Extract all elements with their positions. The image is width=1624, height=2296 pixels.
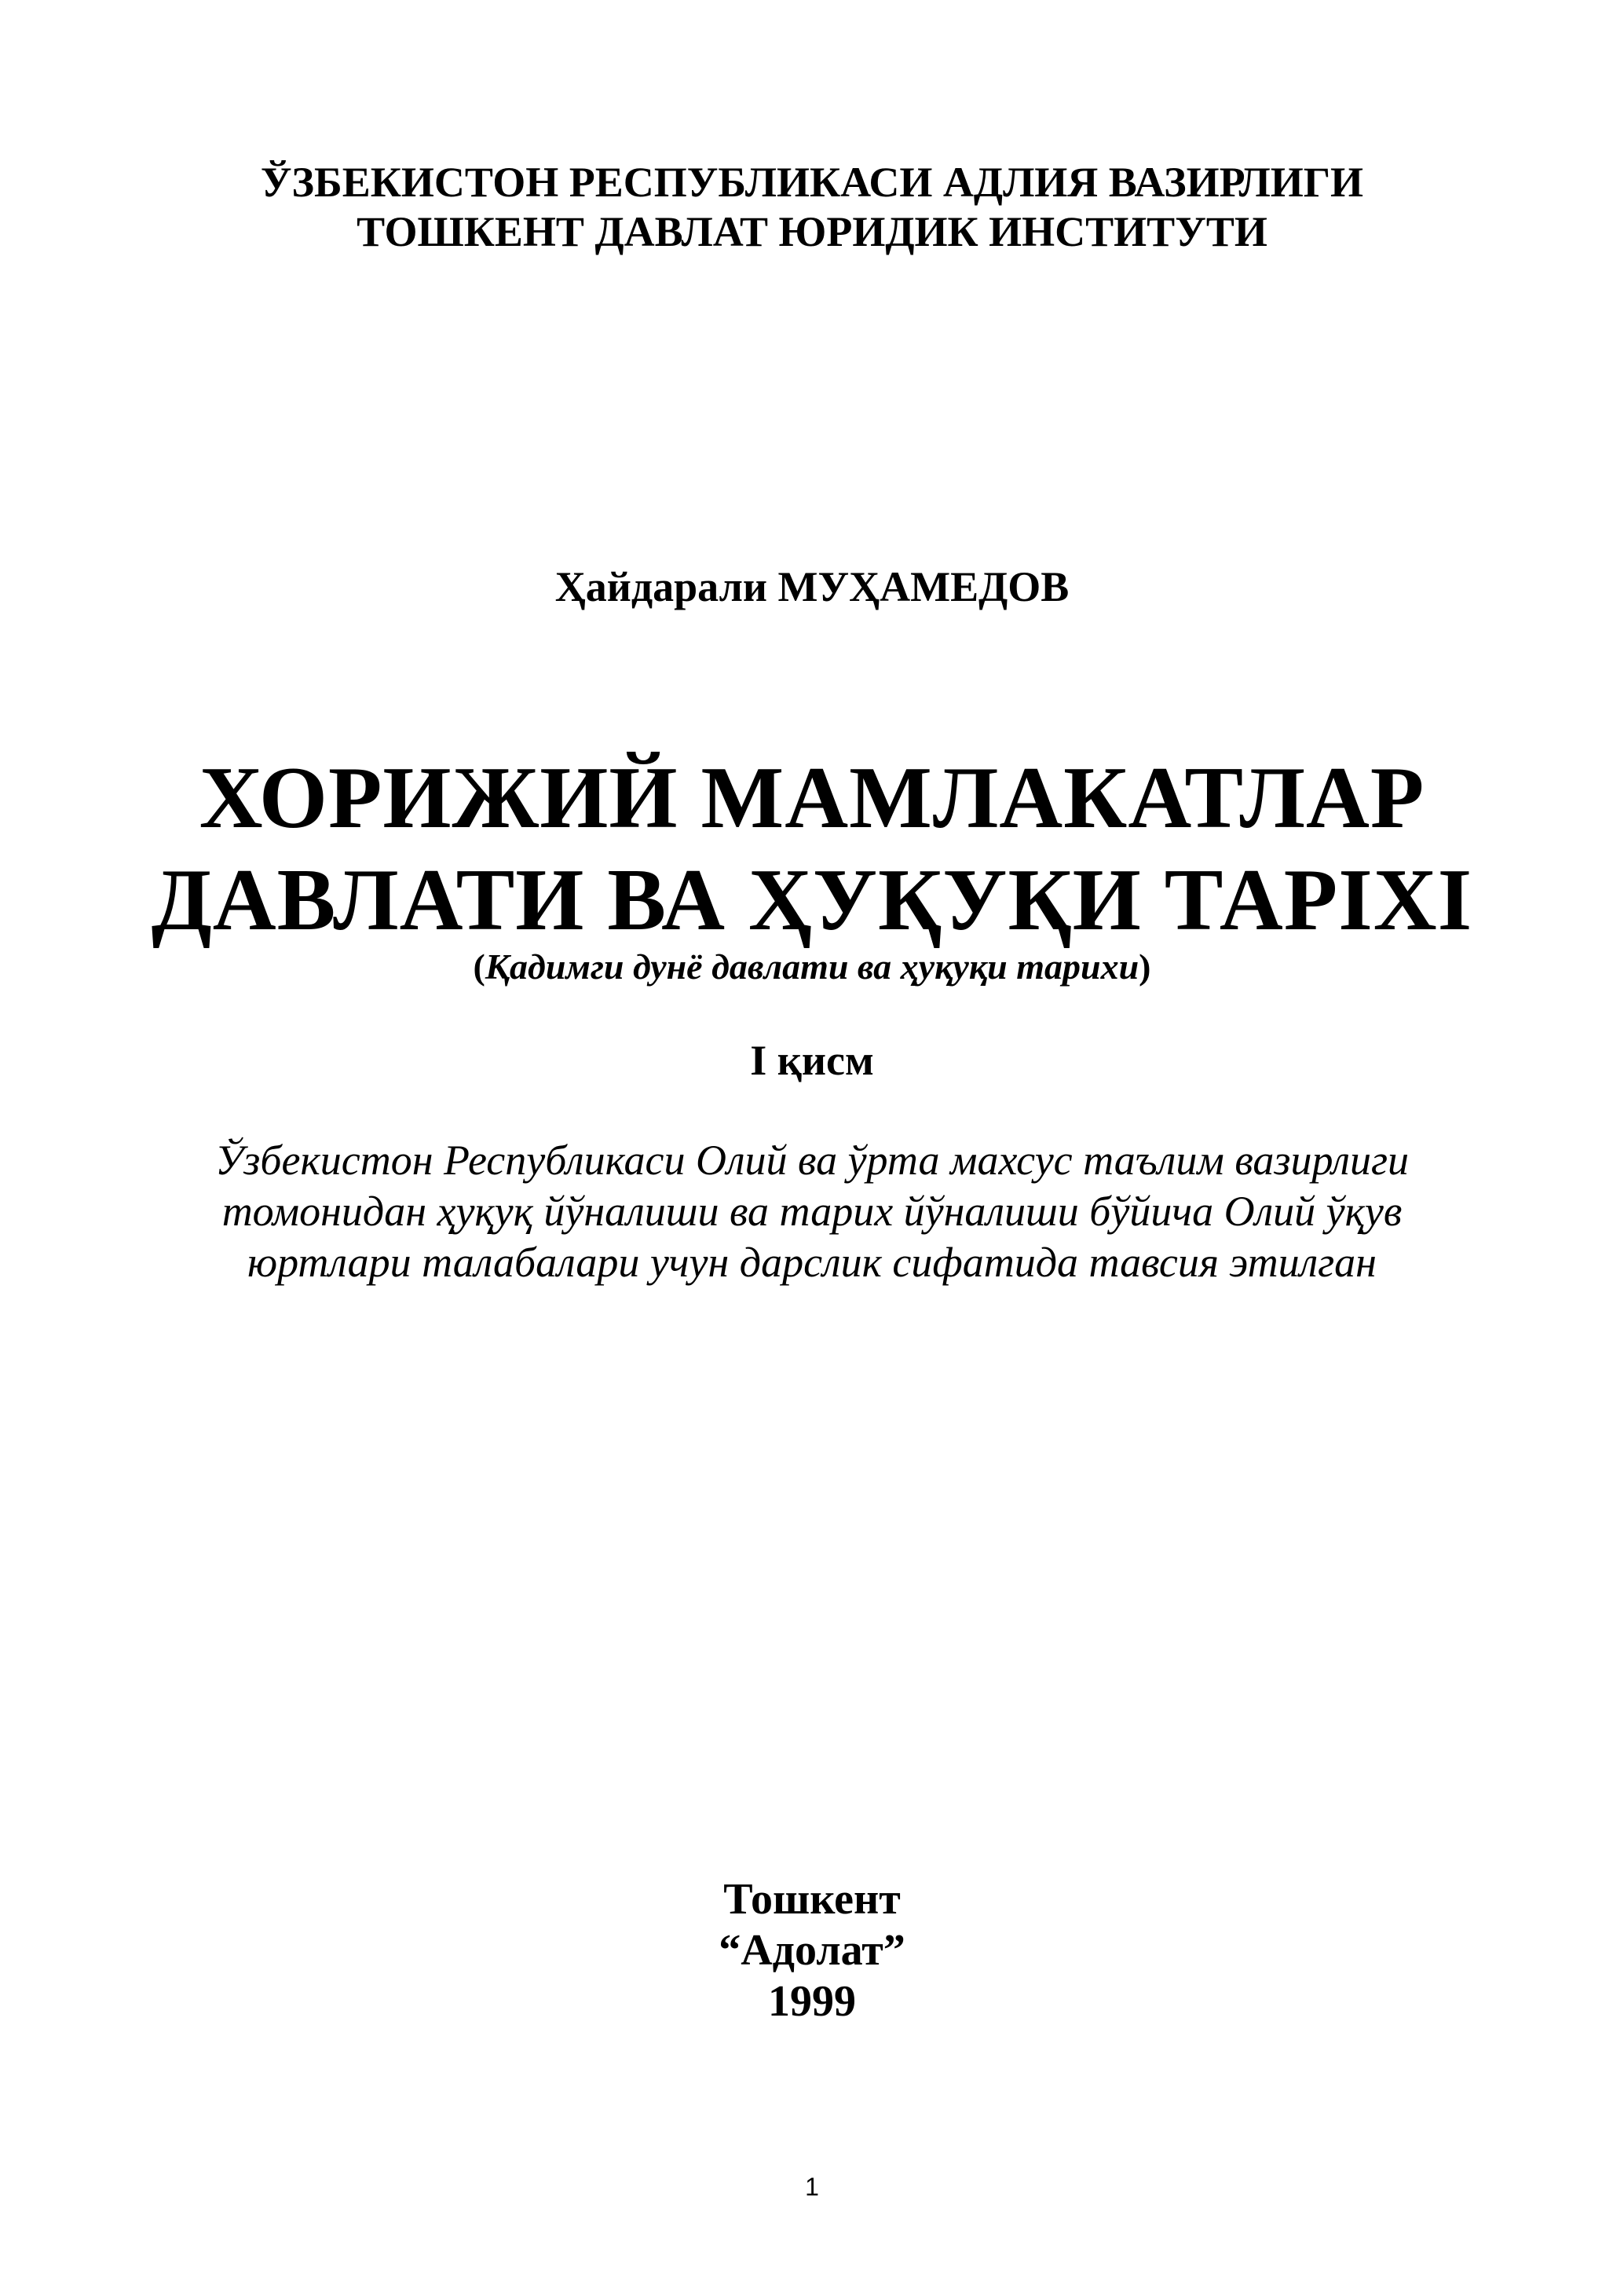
subtitle-open-paren: (	[473, 947, 485, 987]
author-name: Ҳайдарали МУҲАМЕДОВ	[554, 563, 1070, 610]
page-number: 1	[805, 2173, 819, 2201]
institute-name: ТОШКЕНТ ДАВЛАТ ЮРИДИК ИНСТИТУТИ	[357, 208, 1267, 255]
book-subtitle	[0, 949, 1624, 985]
part-label: I қисм	[750, 1037, 874, 1084]
ministry-name: ЎЗБЕКИСТОН РЕСПУБЛИКАСИ АДЛИЯ ВАЗИРЛИГИ	[260, 159, 1364, 206]
recommendation-line-3: юртлари талабалари учун дарслик сифатида тавсия этилган	[247, 1239, 1377, 1286]
imprint-publisher: “Адолат”	[719, 1926, 905, 1975]
book-title-line-2: ДАВЛАТИ ВА ҲУҚУҚИ ТАРІХІ	[151, 851, 1473, 949]
imprint-year: 1999	[768, 1977, 856, 2026]
subtitle-close-paren: )	[1139, 947, 1151, 987]
recommendation-line-2: томонидан ҳуқуқ йўналиши ва тарих йўналиши бўйича Олий ўқув	[221, 1188, 1403, 1235]
subtitle-text: Қадимги дунё давлати ва ҳуқуқи тарихи	[485, 947, 1139, 987]
imprint-city: Тошкент	[723, 1875, 901, 1924]
book-title-line-1: ХОРИЖИЙ МАМЛАКАТЛАР	[199, 749, 1425, 847]
recommendation-line-1: Ўзбекистон Республикаси Олий ва ўрта махсус таълим вазирлиги	[214, 1137, 1410, 1184]
